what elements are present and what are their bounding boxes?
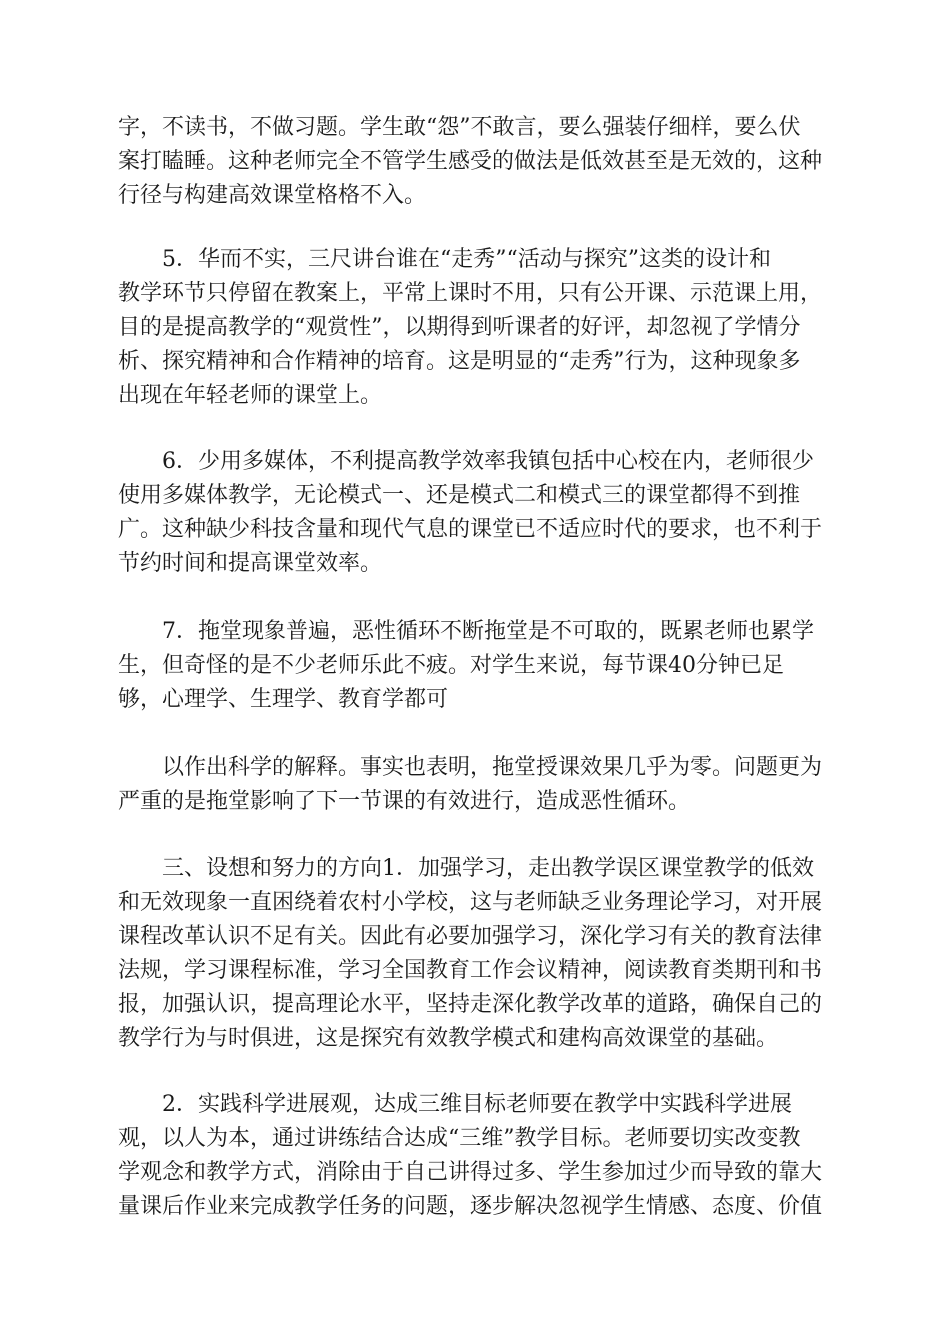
paragraph-item-7 <box>118 615 840 717</box>
text-line: 严重的是拖堂影响了下一节课的有效进行，造成恶性循环。 <box>118 789 691 814</box>
text-line: 广。这种缺少科技含量和现代气息的课堂已不适应时代的要求，也不利于 <box>118 517 823 542</box>
text-line: 观，以人为本，通过讲练结合达成“三维”教学目标。老师要切实改变教 <box>118 1126 801 1151</box>
paragraph-item-5 <box>118 243 840 413</box>
text-line: 7．拖堂现象普遍，恶性循环不断拖堂是不可取的，既累老师也累学 <box>162 619 814 644</box>
text-line: 教学行为与时俱进，这是探究有效教学模式和建构高效课堂的基础。 <box>118 1026 779 1051</box>
text-line: 教学环节只停留在教案上，平常上课时不用，只有公开课、示范课上用， <box>118 281 823 306</box>
text-line: 5．华而不实，三尺讲台谁在“走秀”“活动与探究”这类的设计和 <box>162 247 771 272</box>
text-line: 报，加强认识，提高理论水平，坚持走深化教学改革的道路，确保自己的 <box>118 992 823 1017</box>
text-line: 生，但奇怪的是不少老师乐此不疲。对学生来说，每节课40分钟已足 <box>118 653 784 678</box>
paragraph-continuation <box>118 111 840 213</box>
text-line: 和无效现象一直困绕着农村小学校，这与老师缺乏业务理论学习，对开展 <box>118 890 823 915</box>
text-line: 学观念和教学方式，消除由于自己讲得过多、学生参加过少而导致的靠大 <box>118 1160 823 1185</box>
text-line: 量课后作业来完成教学任务的问题，逐步解决忽视学生情感、态度、价值 <box>118 1194 823 1219</box>
text-line: 2．实践科学进展观，达成三维目标老师要在教学中实践科学进展 <box>162 1092 792 1117</box>
paragraph-section-3 <box>118 852 840 1056</box>
text-line: 以作出科学的解释。事实也表明，拖堂授课效果几乎为零。问题更为 <box>162 755 823 780</box>
text-line: 三、设想和努力的方向1．加强学习，走出教学误区课堂教学的低效 <box>162 856 814 881</box>
text-line: 目的是提高教学的“观赏性”，以期得到听课者的好评，却忽视了学情分 <box>118 315 801 340</box>
paragraph-item-2 <box>118 1088 840 1224</box>
text-line: 课程改革认识不足有关。因此有必要加强学习，深化学习有关的教育法律 <box>118 924 823 949</box>
text-line: 使用多媒体教学，无论模式一、还是模式二和模式三的课堂都得不到推 <box>118 483 801 508</box>
text-line: 析、探究精神和合作精神的培育。这是明显的“走秀”行为，这种现象多 <box>118 349 801 374</box>
text-line: 案打瞌睡。这种老师完全不管学生感受的做法是低效甚至是无效的，这种 <box>118 149 823 174</box>
text-line: 节约时间和提高课堂效率。 <box>118 551 383 576</box>
text-line: 字，不读书，不做习题。学生敢“怨”不敢言，要么强装仔细样，要么伏 <box>118 115 801 140</box>
text-line: 够，心理学、生理学、教育学都可 <box>118 687 449 712</box>
text-line: 行径与构建高效课堂格格不入。 <box>118 183 427 208</box>
text-line: 出现在年轻老师的课堂上。 <box>118 383 383 408</box>
text-line: 法规，学习课程标准，学习全国教育工作会议精神，阅读教育类期刊和书 <box>118 958 823 983</box>
paragraph-item-7-continued <box>118 751 840 819</box>
text-line: 6．少用多媒体，不利提高教学效率我镇包括中心校在内，老师很少 <box>162 449 814 474</box>
paragraph-item-6 <box>118 445 840 581</box>
